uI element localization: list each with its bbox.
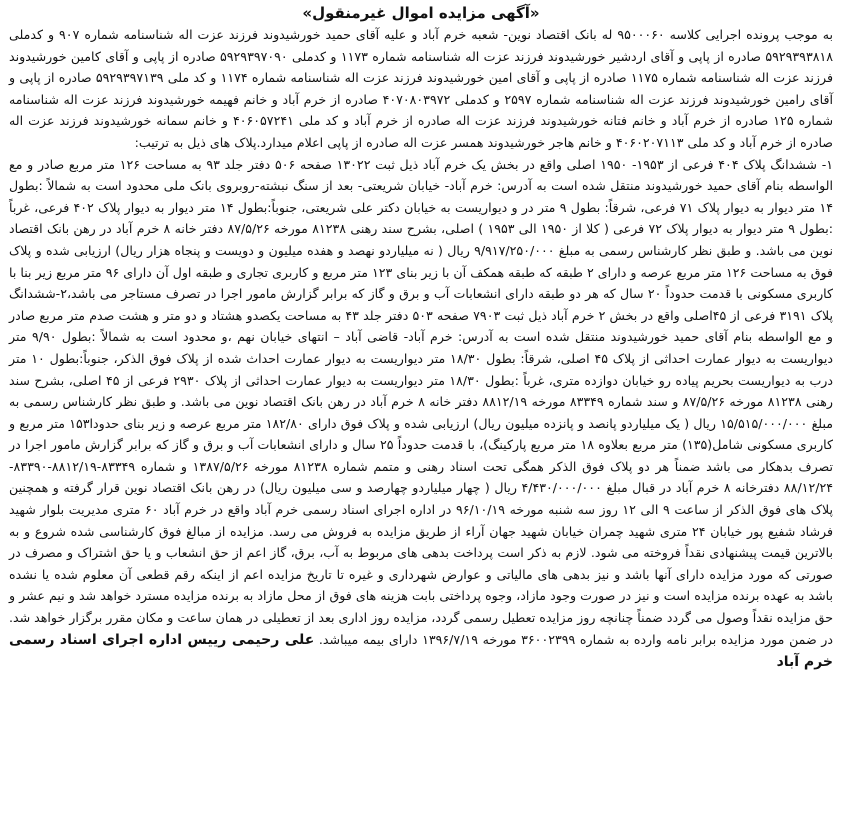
notice-signature: علی رحیمی رییس اداره اجرای اسناد رسمی خرم آباد (9, 631, 833, 671)
notice-body-paragraph (9, 154, 833, 674)
notice-intro-paragraph: به موجب پرونده اجرایی کلاسه ۹۵۰۰۰۶۰ له بانک اقتصاد نوین- شعبه خرم آباد و علیه آقای حمید خورشیدوند فرزند عزت اله شناسنامه شماره ۹۰۷ و کدملی ۵۹۲۹۳۹۳۸۱۸ صادره از پاپی و آقای اردشیر خورشیدوند فرزند عزت اله شناسنامه شماره ۱۱۷۳ و کدملی ۵۹۲۹۳۹۷۰۹۰ صادره از پاپی و آقای کامین خورشیدوند فرزند عزت اله شناسنامه شماره ۱۱۷۵ صادره از پاپی و آقای امین خورشیدوند فرزند عزت اله شناسنامه شماره ۱۱۷۴ و کد ملی ۵۹۲۹۳۹۷۱۳۹ صادره از پاپی و آقای رامین خورشیدوند فرزند عزت اله شناسنامه شماره ۲۵۹۷ و کدملی ۴۰۷۰۸۰۳۹۷۲ صادره از خرم آباد و خانم فهیمه خورشیدوند فرزند عزت اله شناسنامه شماره ۱۲۵ صادره از خرم آباد و خانم فتانه خورشیدوند فرزند عزت اله صادره از خرم آباد و کد ملی ۴۰۶۰۵۷۲۴۱ و خانم سمانه خورشیدوند فرزند عزت اله صادره از خرم آباد و کد ملی ۴۰۶۰۲۰۷۱۱۳ و خانم هاجر خورشیدوند همسر عزت اله صادره از پاپی اعلام میدارد.پلاک های ذیل به ترتیب: (9, 27, 834, 150)
notice-item-text: ۱- ششدانگ پلاک ۴۰۴ فرعی از ۱۹۵۳- ۱۹۵۰ اصلی واقع در بخش یک خرم آباد ذیل ثبت ۱۳۰۲۲ صفحه ۵۰۶ دفتر جلد ۹۳ به مساحت ۱۲۶ متر مربع صادر و مع الواسطه بنام آقای حمید خورشیدوند منتقل شده است به آدرس: خرم آباد- خیابان شریعتی- بعد از سنگ نبشته-روبروی بانک ملی محدود است به شمالاً :بطول ۱۴ متر دیوار به دیوار پلاک ۷۱ فرعی، شرقاً: بطول ۹ متر در و دیواریست به خیابان دکتر علی شریعتی، جنوباً:بطول ۱۴ متر دیوار به دیوار پلاک ۴۰۲ فرعی، غرباً :بطول ۹ متر دیوار به دیوار پلاک ۷۲ فرعی ( کلا از ۱۹۵۰ الی ۱۹۵۳ ) اصلی، بشرح سند رهنی ۸۱۲۳۸ مورخه ۸۷/۵/۲۶ دفتر خانه ۸ خرم آباد در رهن بانک اقتصاد نوین می باشد. و طبق نظر کارشناس رسمی به مبلغ ۹/۹۱۷/۲۵۰/۰۰۰ ریال ( نه میلیاردو نهصد و هفده میلیون و دویست و پنجاه هزار ریال) ارزیابی شده و پلاک فوق به مساحت ۱۲۶ متر مربع عرصه و دارای ۲ طبقه که طبقه همکف آن با زیر بنای ۱۲۳ متر مربع و کاربری تجاری و طبقه اول آن دارای ۹۶ متر مربع زیر بنا با کاربری مسکونی با قدمت حدوداً ۲۰ سال که هر دو طبقه دارای انشعابات آب و برق و گاز که برابر گزارش مامور اجرا در تصرف مستاجر می باشد،۲-ششدانگ پلاک ۳۱۹۱ فرعی از ۴۵اصلی واقع در بخش ۲ خرم آباد ذیل ثبت ۷۹۰۳ صفحه ۵۰۳ دفتر جلد ۴۳ به مساحت یکصدو هشتاد و دو متر و هشت صدم متر مربع صادر و مع الواسطه بنام آقای حمید خورشیدوند منتقل شده است به آدرس: خرم آباد- قاضی آباد – انتهای خیابان نهم ،و محدود است به شمالاً :بطول ۹/۹۰ متر دیواریست به دیوار عمارت احداثی از پلاک ۴۵ اصلی، شرقاً: بطول ۱۸/۳۰ متر دیواریست به دیوار عمارت احداث شده از پلاک فوق الذکر، جنوباً:بطول ۱۰ متر درب به دیواریست بحریم پیاده رو خیابان دوازده متری، غرباً :بطول ۱۸/۳۰ متر دیواریست به دیوار عمارت احداثی از پلاک ۲۹۳۰ فرعی از ۴۵ اصلی، بشرح سند رهنی ۸۱۲۳۸ مورخه ۸۷/۵/۲۶ و سند شماره ۸۳۳۴۹ مورخه ۸۸۱۲/۱۹ دفتر خانه ۸ خرم آباد در رهن بانک اقتصاد نوین می باشد. و طبق نظر کارشناس رسمی به مبلغ ۱۵/۵۱۵/۰۰۰/۰۰۰ ریال ( یک میلیاردو پانصد و پانزده میلیون ریال) ارزیابی شده و پلاک فوق دارای ۱۸۲/۸۰ متر مربع عرصه و زیر بنای حدودا۱۵۳ متر مربع و کاربری مسکونی شامل(۱۳۵) متر مربع بعلاوه ۱۸ متر مربع پارکینگ)، با قدمت حدوداً ۲۵ سال و دارای انشعابات آب و برق و گاز که برابر گزارش مامور اجرا در تصرف بدهکار می باشد ضمناً هر دو پلاک فوق الذکر همگی تحت اسناد رهنی و متمم شماره ۸۱۲۳۸ مورخه ۱۳۸۷/۵/۲۶ و شماره ۸۳۳۴۹-۸۸۱۲/۱۹-۸۳۳۹۰- ۸۸/۱۲/۲۴ دفترخانه ۸ خرم آباد در قبال مبلغ ۴/۴۳۰/۰۰۰/۰۰۰ ریال ( چهار میلیاردو چهارصد و سی میلیون ریال) در رهن بانک اقتصاد نوین قرار گرفته و همچنین پلاک های فوق الذکر از ساعت ۹ الی ۱۲ روز سه شنبه مورخه ۹۶/۱۰/۱۹ در اداره اجرای اسناد رسمی خرم آباد واقع در خرم آباد ۶۰ متری مدیریت بلوار شهید فرشاد شفیع پور خیابان ۲۴ متری شهید چمران خیابان شهید جهان آراء از طریق مزایده به فروش می رسد. مزایده از مبالغ فوق کارشناسی شده شروع و به بالاترین قیمت پیشنهادی نقداً فروخته می شود. لازم به ذکر است پرداخت بدهی های مربوط به آب، برق، گاز اعم از حق انشعاب و یا حق اشتراک و مصرف در صورتی که مورد مزایده دارای آنها باشد و نیز بدهی های مالیاتی و عوارض شهرداری و غیره تا تاریخ مزایده اعم از اینکه رقم قطعی آن معلوم شده یا نشده باشد به عهده برنده مزایده است و نیز در صورت وجود مازاد، وجوه پرداختی بابت هزینه های فوق از محل مازاد به برنده مزایده مسترد خواهد شد و نیم عشر و حق مزایده نقداً وصول می گردد ضمناً چنانچه روز مزایده تعطیل رسمی گردد، مزایده روز اداری بعد از تعطیلی در همان ساعت و مکان مقرر برگزار خواهد شد. در ضمن مورد مزایده برابر نامه وارده به شماره ۳۶۰۰۲۳۹۹ مورخه ۱۳۹۶/۷/۱۹ دارای بیمه میباشد. (9, 156, 834, 647)
notice-title: «آگهی مزایده اموال غیرمنقول» (302, 4, 540, 22)
